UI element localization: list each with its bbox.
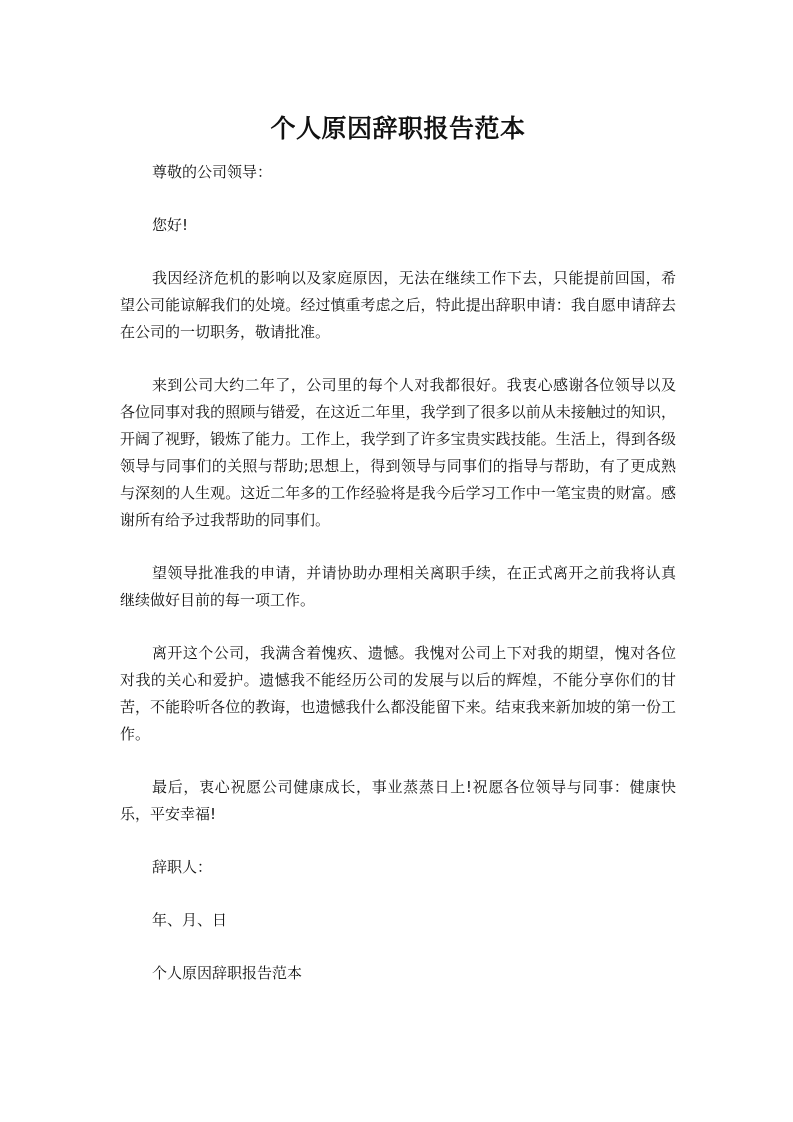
paragraph-resignation-request: 我因经济危机的影响以及家庭原因，无法在继续工作下去，只能提前回国，希望公司能谅解我们的处境。经过慎重考虑之后，特此提出辞职申请：我自愿申请辞去在公司的一切职务，敬请批准。: [120, 269, 676, 341]
date-label: 年、月、日: [152, 911, 228, 929]
paragraph-gratitude: 来到公司大约二年了，公司里的每个人对我都很好。我衷心感谢各位领导以及各位同事对我的照顾与错爱，在这近二年里，我学到了很多以前从未接触过的知识，开阔了视野，锻炼了能力。工作上，我学到了许多宝贵实践技能。生活上，得到各级领导与同事们的关照与帮助;思想上，得到领导与同事们的指导与帮助，有了更成熟与深刻的人生观。这近二年多的工作经验将是我今后学习工作中一笔宝贵的财富。感谢所有给予过我帮助的同事们。: [120, 376, 676, 529]
document-title: 个人原因辞职报告范本: [270, 114, 526, 143]
paragraph-regret: 离开这个公司，我满含着愧疚、遗憾。我愧对公司上下对我的期望，愧对各位对我的关心和爱护。遗憾我不能经历公司的发展与以后的辉煌，不能分享你们的甘苦，不能聆听各位的教诲，也遗憾我什么都没能留下来。结束我来新加坡的第一份工作。: [120, 644, 676, 743]
signature-label: 辞职人：: [152, 858, 213, 876]
paragraph-closing-wishes: 最后，衷心祝愿公司健康成长，事业蒸蒸日上!祝愿各位领导与同事：健康快乐，平安幸福!: [120, 778, 676, 823]
greeting: 您好!: [152, 216, 189, 234]
paragraph-approval-request: 望领导批准我的申请，并请协助办理相关离职手续，在正式离开之前我将认真继续做好目前的每一项工作。: [120, 564, 676, 609]
document-page: [120, 0, 676, 1122]
footer-title: 个人原因辞职报告范本: [152, 964, 303, 982]
document-body: [120, 159, 676, 1013]
salutation: 尊敬的公司领导：: [152, 163, 273, 181]
